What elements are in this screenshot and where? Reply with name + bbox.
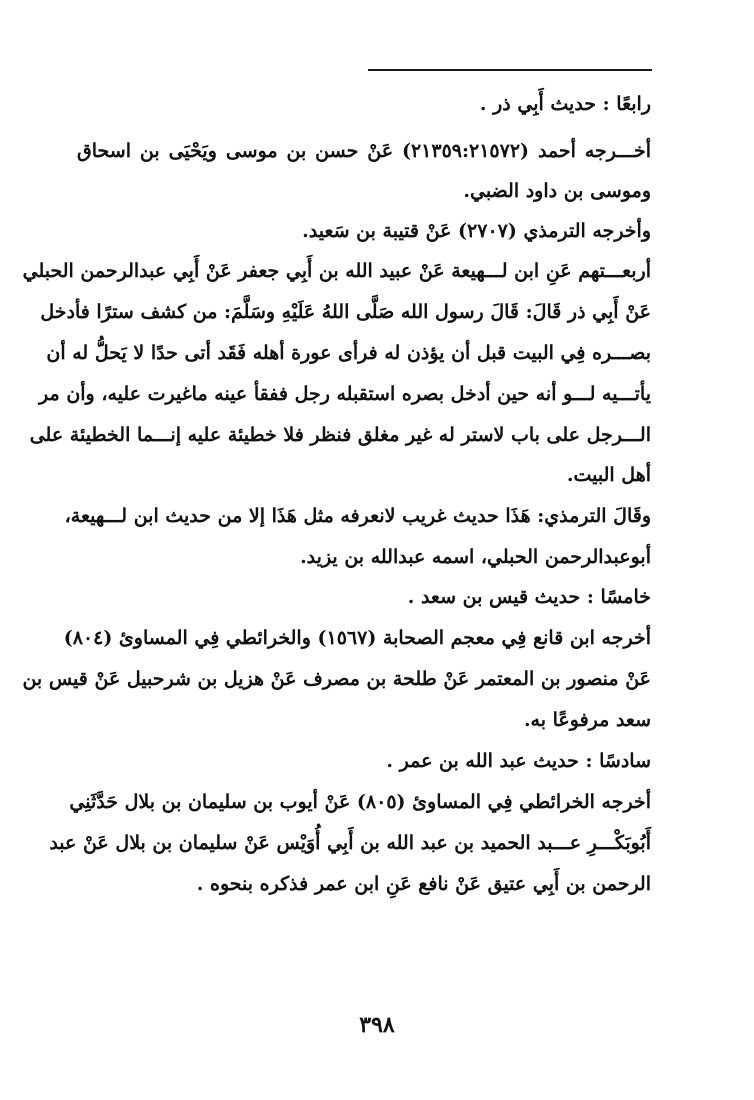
text-line: أبوعبدالرحمن الحبلي، اسمه عبدالله بن يزيد. <box>300 546 651 568</box>
heading-qays-ibn-saad: خامسًا : حديث قيس بن سعد . <box>407 586 651 608</box>
top-divider <box>368 69 652 71</box>
text-line: أَبُوبَكْـــرِ عـــبد الحميد بن عبد الله بن أَبِي أُوَيْس عَنْ سليمان بن بلال عَنْ عبد <box>49 832 651 854</box>
heading-abdullah-ibn-umar: سادسًا : حديث عبد الله بن عمر . <box>386 750 651 772</box>
text-line: الـــرجل على باب لاستر له غير مغلق فنظر فلا خطيئة عليه إنـــما الخطيئة على <box>29 424 651 446</box>
text-line: أخرجه الخرائطي فِي المساوئ (٨٠٥) عَنْ أيوب بن سليمان بن بلال حَدَّثَنِي <box>69 791 651 813</box>
heading-abu-dharr: رابعًا : حديث أَبِي ذر . <box>479 93 651 115</box>
text-line: أخـــرجه أحمد (٢١٣٥٩:٢١٥٧٢) عَنْ حسن بن موسى ويَحْيَى بن اسحاق <box>77 140 652 162</box>
text-line: وموسى بن داود الضبي. <box>463 180 651 202</box>
text-line: عَنْ أَبِي ذر قَالَ: قَالَ رسول الله صَلَّى اللهُ عَلَيْهِ وسَلَّمَ: من كشف سترًا فأدخل <box>40 301 651 323</box>
text-line: وقَالَ الترمذي: هَذَا حديث غريب لانعرفه مثل هَذَا إلا من حديث ابن لـــهيعة، <box>64 505 651 527</box>
text-line: عَنْ منصور بن المعتمر عَنْ طلحة بن مصرف عَنْ هزيل بن شرحبيل عَنْ قيس بن <box>22 668 651 690</box>
page-number: ٣٩٨ <box>359 1012 395 1038</box>
text-line: أربعـــتهم عَنِ ابن لـــهيعة عَنْ عبيد الله بن أَبِي جعفر عَنْ أَبِي عبدالرحمن الحبلي <box>22 260 651 282</box>
text-line: أهل البيت. <box>566 464 651 486</box>
text-line: وأخرجه الترمذي (٢٧٠٧) عَنْ قتيبة بن سَعيد. <box>302 220 651 242</box>
text-line: سعد مرفوعًا به. <box>523 709 651 731</box>
text-line: أخرجه ابن قانع فِي معجم الصحابة (١٥٦٧) والخرائطي فِي المساوئ (٨٠٤) <box>63 627 651 649</box>
text-line: الرحمن بن أَبِي عتيق عَنْ نافع عَنِ ابن عمر فذكره بنحوه . <box>196 873 651 895</box>
text-line: بصـــره فِي البيت قبل أن يؤذن له فرأى عورة أهله فَقَد أتى حدًا لا يَحلُّ له أن <box>46 342 651 364</box>
text-line: يأتـــيه لـــو أنه حين أدخل بصره استقبله رجل ففقأ عينه ماغيرت عليه، وأن مر <box>39 383 651 405</box>
